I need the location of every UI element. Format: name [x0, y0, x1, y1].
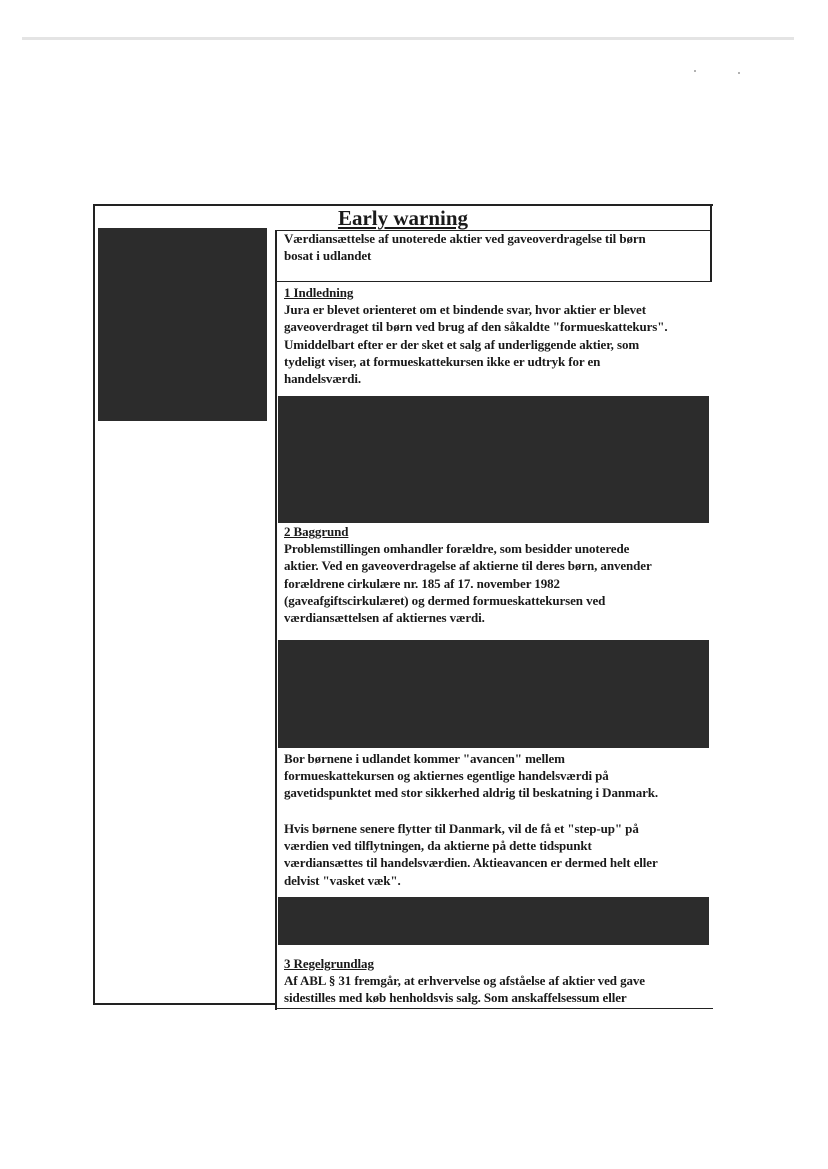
- paragraph-step-up: [284, 820, 709, 889]
- document-title: Early warning: [337, 206, 469, 230]
- body-line: forældrene cirkulære nr. 185 af 17. november 1982: [284, 575, 560, 591]
- scan-speck: [738, 72, 740, 74]
- body-line: handelsværdi.: [284, 371, 362, 387]
- scan-speck: [694, 70, 696, 72]
- body-line: gaveoverdraget til børn ved brug af den såkaldte "formueskattekurs".: [284, 319, 668, 335]
- paragraph-avance: [284, 750, 709, 802]
- section-baggrund: [284, 523, 709, 626]
- subject-row-rule: [275, 281, 712, 282]
- body-line: delvist "vasket væk".: [284, 872, 401, 888]
- section-heading: 1 Indledning: [284, 285, 354, 300]
- table-column-rule: [275, 230, 277, 1010]
- table-left-rule: [93, 204, 95, 1004]
- body-line: værdien ved tilflytningen, da aktierne på dette tidspunkt: [284, 838, 592, 854]
- section-indledning: [284, 284, 709, 387]
- section-heading: 3 Regelgrundlag: [284, 956, 374, 971]
- body-line: Af ABL § 31 fremgår, at erhvervelse og afståelse af aktier ved gave: [284, 973, 645, 989]
- body-line: Hvis børnene senere flytter til Danmark, vil de få et "step-up" på: [284, 821, 639, 836]
- body-line: gavetidspunktet med stor sikkerhed aldrig til beskatning i Danmark.: [284, 785, 659, 801]
- redaction-box-3: [278, 897, 709, 945]
- body-line: Jura er blevet orienteret om et bindende svar, hvor aktier er blevet: [284, 302, 646, 318]
- subject-line: Værdiansættelse af unoterede aktier ved gaveoverdragelse til børn: [284, 231, 646, 246]
- section-heading: 2 Baggrund: [284, 524, 349, 539]
- document-frame: [93, 204, 713, 1010]
- body-line: formueskattekursen og aktiernes egentlige handelsværdi på: [284, 768, 609, 784]
- body-line: Bor børnene i udlandet kommer "avancen" mellem: [284, 751, 565, 766]
- section-regelgrundlag: [284, 955, 709, 1007]
- scan-artifact-line: [22, 37, 794, 40]
- redaction-box-2: [278, 640, 709, 748]
- body-line: Problemstillingen omhandler forældre, som besidder unoterede: [284, 541, 630, 557]
- body-line: værdiansættelsen af aktiernes værdi.: [284, 610, 485, 626]
- body-line: sidestilles med køb henholdsvis salg. Som anskaffelsessum eller: [284, 990, 627, 1006]
- subject-block: [284, 230, 709, 264]
- table-bottom-rule: [93, 1003, 277, 1005]
- body-line: Umiddelbart efter er der sket et salg af underliggende aktier, som: [284, 336, 640, 352]
- subject-line: bosat i udlandet: [284, 248, 372, 264]
- body-line: tydeligt viser, at formueskattekursen ikke er udtryk for en: [284, 353, 601, 369]
- page-bottom-rule: [275, 1008, 713, 1009]
- redaction-box-left: [98, 228, 267, 421]
- body-line: aktier. Ved en gaveoverdragelse af aktierne til deres børn, anvender: [284, 558, 652, 574]
- body-line: (gaveafgiftscirkulæret) og dermed formueskattekursen ved: [284, 592, 606, 608]
- redaction-box-1: [278, 396, 709, 523]
- body-line: værdiansættes til handelsværdien. Aktieavancen er dermed helt eller: [284, 855, 658, 871]
